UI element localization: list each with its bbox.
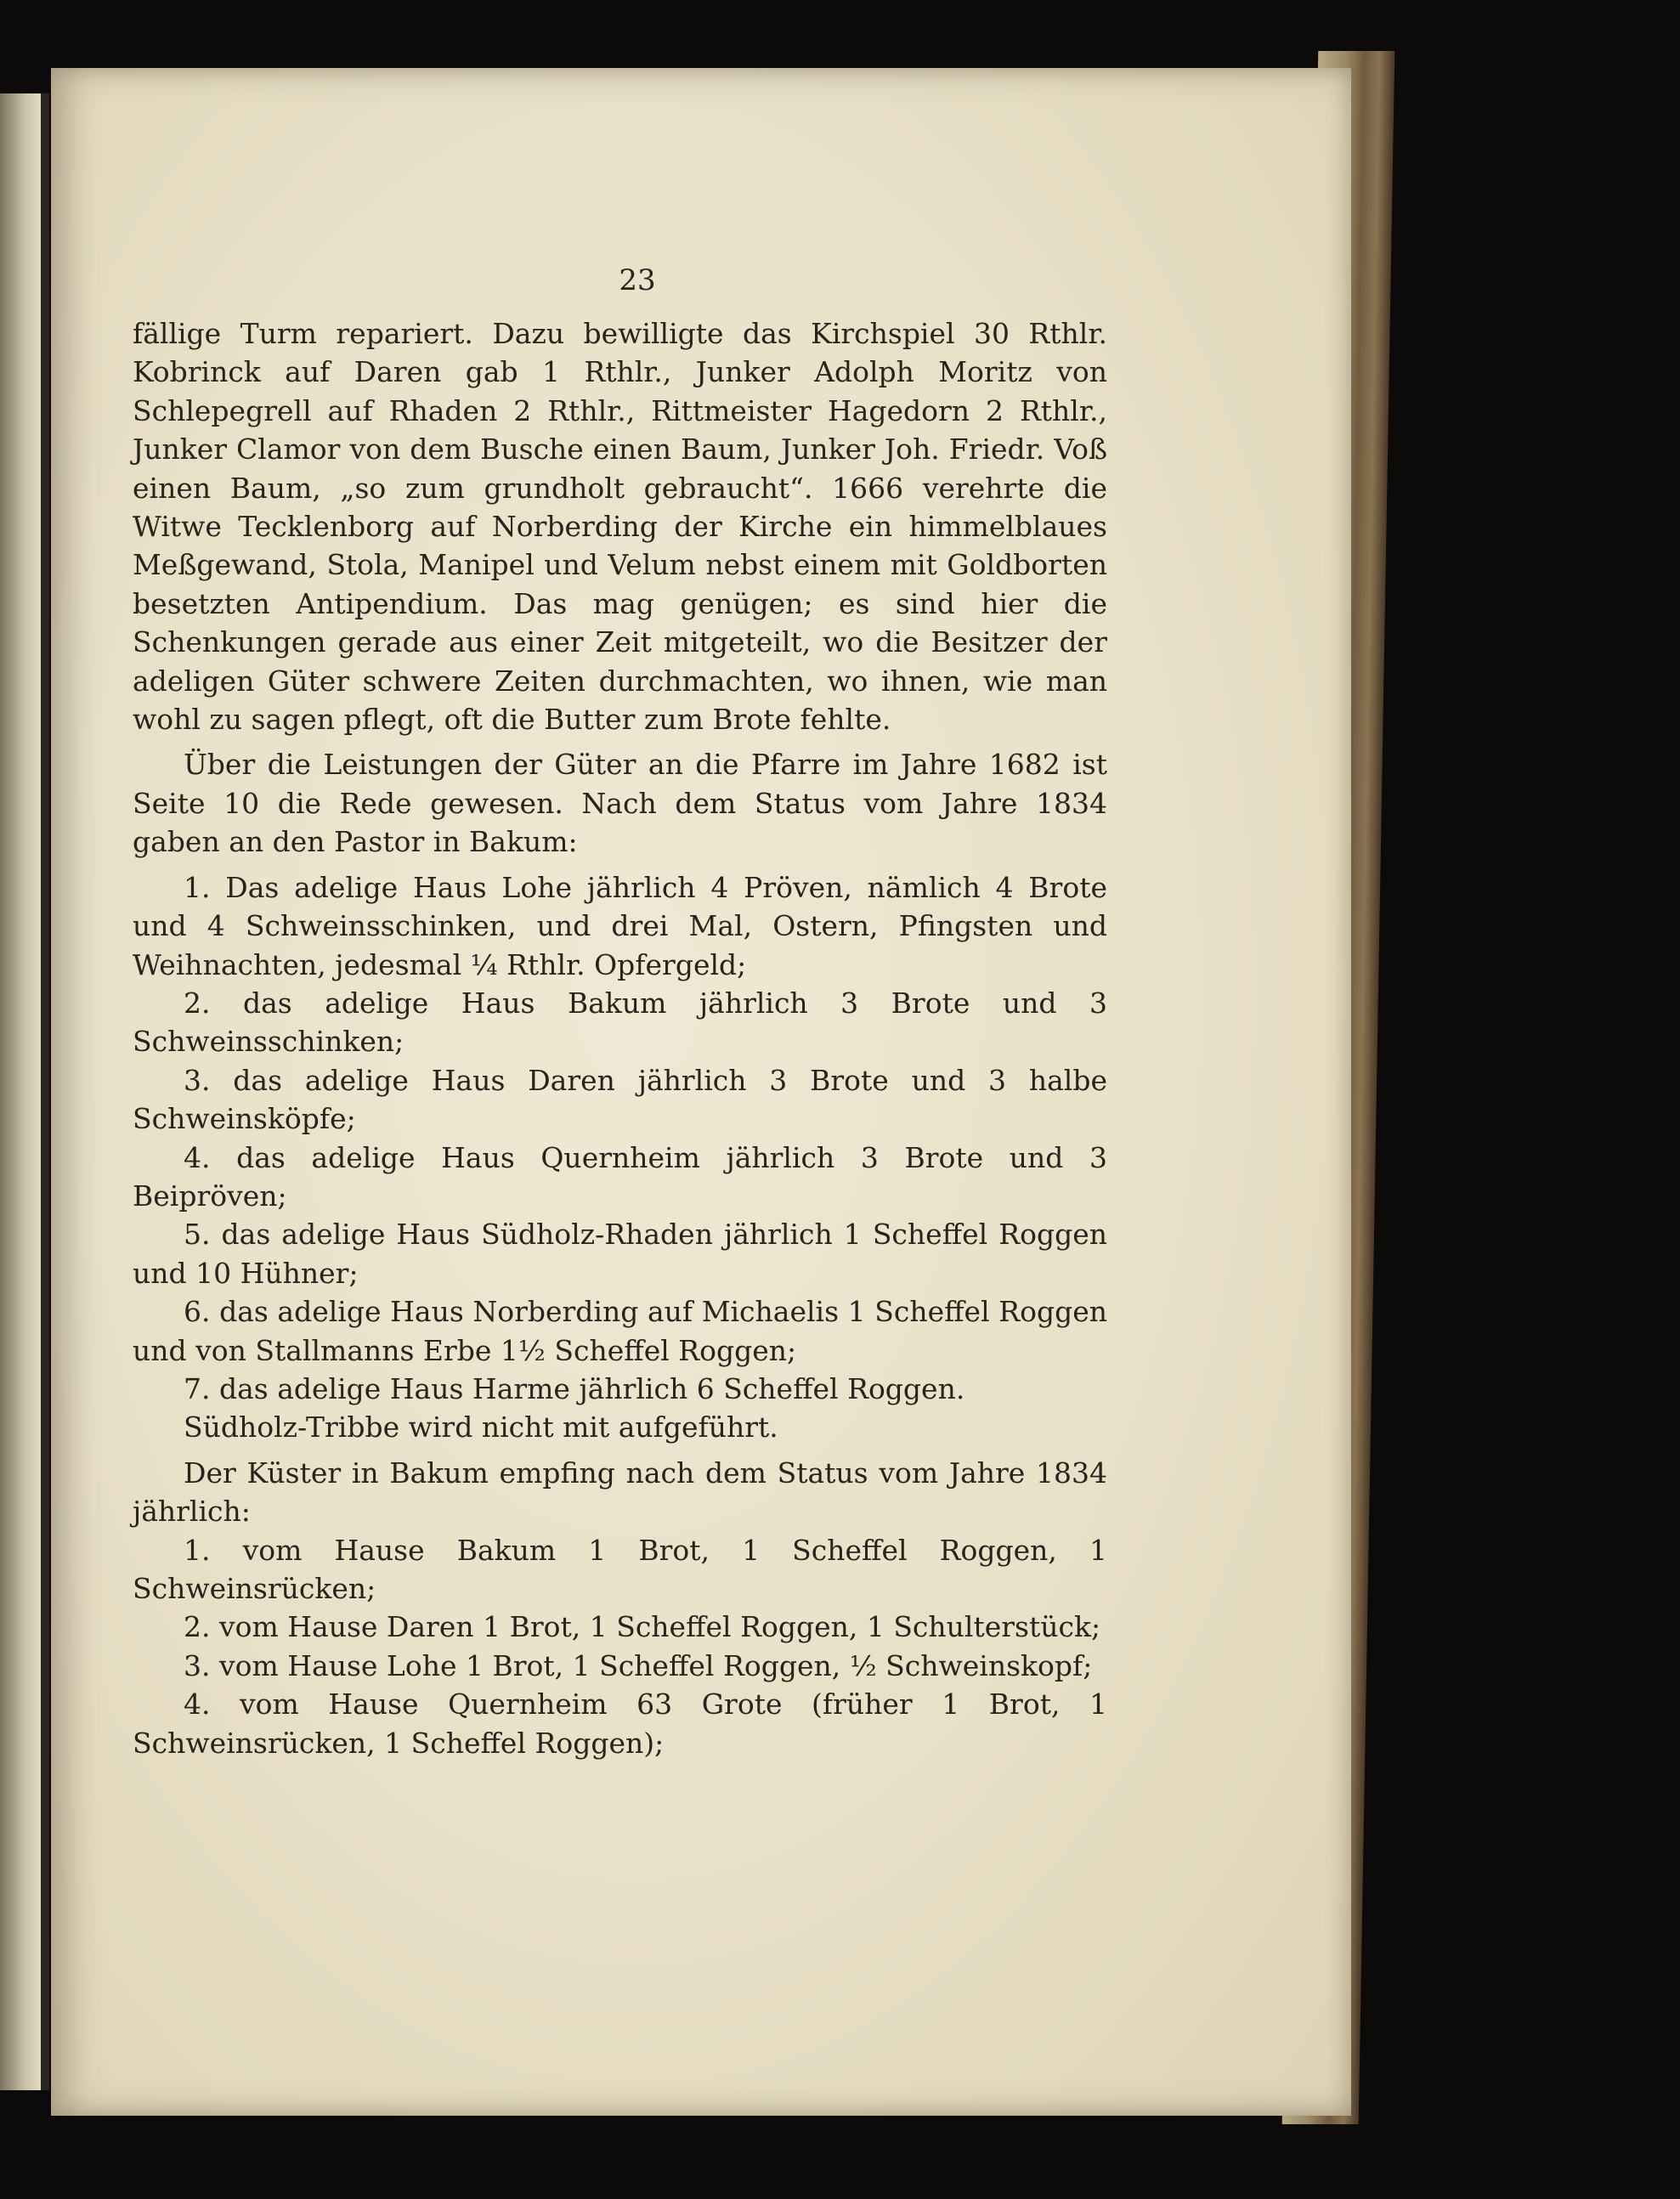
- kuester-list-item: 4. vom Hause Quernheim 63 Grote (früher 1 Brot, 1 Schweinsrücken, 1 Scheffel Roggen);: [133, 1687, 1107, 1760]
- book-gutter: [41, 93, 49, 2090]
- kuester-list-item: 3. vom Hause Lohe 1 Brot, 1 Scheffel Roggen, ½ Schweinskopf;: [184, 1648, 1093, 1682]
- page-number: 23: [619, 263, 656, 297]
- pastor-list-item: 1. Das adelige Haus Lohe jährlich 4 Pröven, nämlich 4 Brote und 4 Schweinsschinken, und drei Mal, Ostern, Pfingsten und Weihnachten, jedesmal ¼ Rthlr. Opfergeld;: [133, 870, 1107, 981]
- pastor-list-item: 5. das adelige Haus Südholz-Rhaden jährlich 1 Scheffel Roggen und 10 Hühner;: [133, 1218, 1107, 1290]
- left-page-edge: [0, 93, 41, 2090]
- pastor-list-item: 7. das adelige Haus Harme jährlich 6 Scheffel Roggen.: [184, 1371, 965, 1405]
- pastor-list-item: 6. das adelige Haus Norberding auf Michaelis 1 Scheffel Roggen und von Stallmanns Erbe 1½ Scheffel Roggen;: [133, 1295, 1107, 1367]
- kuester-list-item: 1. vom Hause Bakum 1 Brot, 1 Scheffel Roggen, 1 Schweinsrücken;: [133, 1533, 1107, 1605]
- pastor-list-item: 3. das adelige Haus Daren jährlich 3 Brote und 3 halbe Schweinsköpfe;: [133, 1063, 1107, 1136]
- paragraph: fällige Turm repariert. Dazu bewilligte das Kirchspiel 30 Rthlr. Kobrinck auf Daren gab 1 Rthlr., Junker Adolph Moritz von Schlepegrell auf Rhaden 2 Rthlr., Rittmeister Hagedorn 2 Rthlr., Junker Clamor von dem Busche einen Baum, Junker Joh. Friedr. Voß einen Baum, „so zum grundholt gebraucht“. 1666 verehrte die Witwe Tecklenborg auf Norberding der Kirche ein himmelblaues Meßgewand, Stola, Manipel und Velum nebst einem mit Goldborten besetzten Antipendium. Das mag genügen; es sind hier die Schenkungen gerade aus einer Zeit mitgeteilt, wo die Besitzer der adeligen Güter schwere Zeiten durchmachten, wo ihnen, wie man wohl zu sagen pflegt, oft die Butter zum Brote fehlte.: [133, 317, 1107, 737]
- book-page: [51, 68, 1351, 2116]
- pastor-list-item: 2. das adelige Haus Bakum jährlich 3 Brote und 3 Schweinsschinken;: [133, 986, 1107, 1059]
- kuester-list-item: 2. vom Hause Daren 1 Brot, 1 Scheffel Roggen, 1 Schulterstück;: [184, 1610, 1101, 1644]
- page-text: [133, 314, 1107, 1762]
- note-line: Südholz-Tribbe wird nicht mit aufgeführt.: [184, 1410, 778, 1444]
- paragraph: Über die Leistungen der Güter an die Pfarre im Jahre 1682 ist Seite 10 die Rede gewesen. Nach dem Status vom Jahre 1834 gaben an den Pastor in Bakum:: [133, 748, 1107, 859]
- kuester-intro: Der Küster in Bakum empfing nach dem Status vom Jahre 1834 jährlich:: [133, 1456, 1107, 1529]
- pastor-list-item: 4. das adelige Haus Quernheim jährlich 3 Brote und 3 Beipröven;: [133, 1140, 1107, 1213]
